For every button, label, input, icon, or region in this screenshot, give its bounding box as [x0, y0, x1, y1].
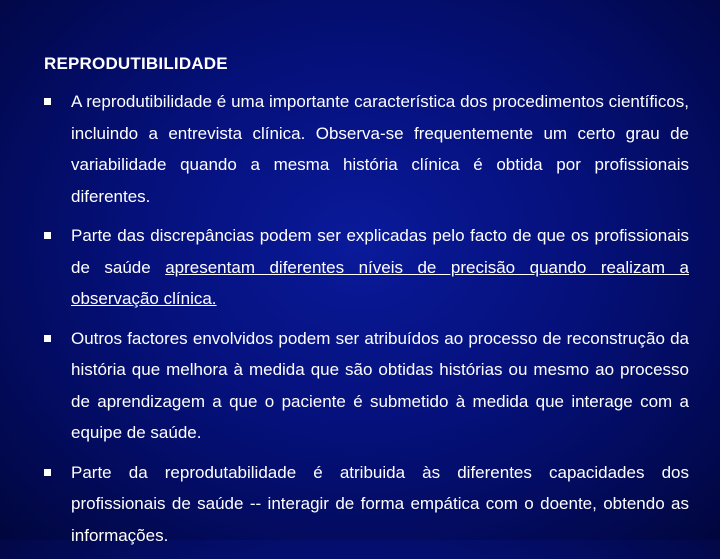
square-bullet-icon — [44, 98, 51, 105]
bullet-text: Outros factores envolvidos podem ser atribuídos ao processo de reconstrução da história que melhora à medida que são obtidas histórias ou mesmo ao processo de aprendizagem a que o paciente é submetido à medida que interage com a equipe de saúde. — [71, 328, 689, 442]
square-bullet-icon — [44, 469, 51, 476]
bullet-item — [44, 457, 689, 552]
bullet-text: Parte das discrepâncias podem ser explicadas pelo facto de que os profissionais de saúde — [71, 226, 689, 277]
slide-title: REPRODUTIBILIDADE — [44, 54, 228, 73]
square-bullet-icon — [44, 232, 51, 239]
bullet-item — [44, 323, 689, 449]
bullet-text-underlined: apresentam diferentes níveis de precisão quando realizam a observação clínica. — [71, 257, 689, 308]
bullet-list — [44, 86, 689, 559]
bullet-text: Parte da reprodutabilidade é atribuida às diferentes capacidades dos profissionais de saúde -- interagir de forma empática com o doente, obtendo as informações. — [71, 462, 689, 545]
bullet-item — [44, 220, 689, 315]
square-bullet-icon — [44, 335, 51, 342]
bullet-item — [44, 86, 689, 212]
bullet-text: A reprodutibilidade é uma importante característica dos procedimentos científicos, incluindo a entrevista clínica. Observa-se frequentemente um certo grau de variabilidade quando a mesma história clínica é obtida por profissionais diferentes. — [71, 92, 689, 206]
